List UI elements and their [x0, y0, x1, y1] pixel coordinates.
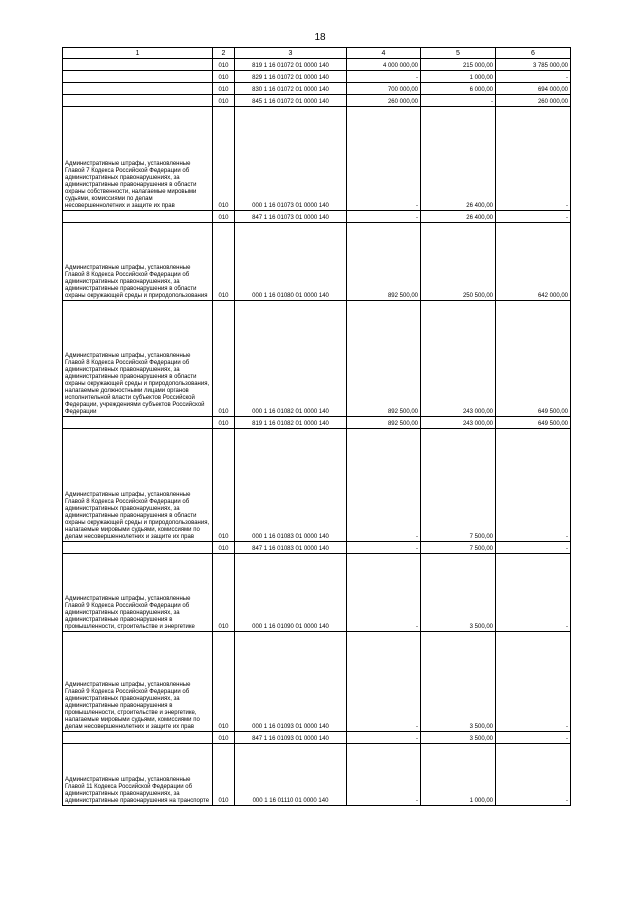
row-executed-value: 3 500,00	[421, 554, 496, 632]
row-budget-code: 000 1 16 01082 01 0000 140	[235, 301, 347, 417]
table-row	[63, 732, 571, 744]
row-description	[63, 542, 213, 554]
table-row	[63, 554, 571, 632]
row-line-code: 010	[213, 542, 235, 554]
table-row	[63, 301, 571, 417]
table-row	[63, 417, 571, 429]
row-budget-code: 847 1 16 01093 01 0000 140	[235, 732, 347, 744]
table-row	[63, 71, 571, 83]
row-budget-code: 000 1 16 01093 01 0000 140	[235, 632, 347, 732]
row-unexecuted-value: 642 000,00	[496, 223, 571, 301]
column-header: 3	[235, 48, 347, 59]
row-budget-code: 845 1 16 01072 01 0000 140	[235, 95, 347, 107]
row-description: Административные штрафы, установленные Главой 11 Кодекса Российской Федерации об административных правонарушениях, за административные правонарушения на транспорте	[63, 744, 213, 806]
row-approved-value: -	[347, 554, 421, 632]
table-row	[63, 744, 571, 806]
header-row	[63, 48, 571, 59]
table-row	[63, 83, 571, 95]
row-budget-code: 847 1 16 01083 01 0000 140	[235, 542, 347, 554]
row-approved-value: 700 000,00	[347, 83, 421, 95]
table-row	[63, 211, 571, 223]
row-unexecuted-value: 649 500,00	[496, 301, 571, 417]
row-executed-value: 1 000,00	[421, 744, 496, 806]
row-description: Административные штрафы, установленные Главой 9 Кодекса Российской Федерации об административных правонарушениях, за административные правонарушения в промышленности, строительстве и энергетике, налагаемые мировыми судьями, комиссиями по делам несовершеннолетних и защите их прав	[63, 632, 213, 732]
table-row	[63, 95, 571, 107]
row-description: Административные штрафы, установленные Главой 7 Кодекса Российской Федерации об административных правонарушениях, за административные правонарушения в области охраны собственности, налагаемые мировыми судьями, комиссиями по делам несовершеннолетних и защите их прав	[63, 107, 213, 211]
table-row	[63, 632, 571, 732]
row-budget-code: 000 1 16 01080 01 0000 140	[235, 223, 347, 301]
row-budget-code: 830 1 16 01072 01 0000 140	[235, 83, 347, 95]
row-executed-value: 250 500,00	[421, 223, 496, 301]
row-description	[63, 95, 213, 107]
column-header: 1	[63, 48, 213, 59]
row-description: Административные штрафы, установленные Главой 8 Кодекса Российской Федерации об административных правонарушениях, за административные правонарушения в области охраны окружающей среды и природопользования, налагаемые мировыми судьями, комиссиями по делам несовершеннолетних и защите их прав	[63, 429, 213, 542]
row-executed-value: 243 000,00	[421, 301, 496, 417]
row-unexecuted-value: 260 000,00	[496, 95, 571, 107]
row-budget-code: 000 1 16 01073 01 0000 140	[235, 107, 347, 211]
row-line-code: 010	[213, 301, 235, 417]
row-approved-value: -	[347, 429, 421, 542]
row-description	[63, 71, 213, 83]
row-line-code: 010	[213, 59, 235, 71]
row-unexecuted-value: -	[496, 211, 571, 223]
row-unexecuted-value: -	[496, 632, 571, 732]
row-executed-value: 26 400,00	[421, 107, 496, 211]
column-header: 2	[213, 48, 235, 59]
row-description	[63, 83, 213, 95]
row-approved-value: -	[347, 744, 421, 806]
column-header: 5	[421, 48, 496, 59]
row-line-code: 010	[213, 107, 235, 211]
row-description	[63, 211, 213, 223]
row-unexecuted-value: -	[496, 107, 571, 211]
table-row	[63, 223, 571, 301]
row-approved-value: -	[347, 107, 421, 211]
row-budget-code: 000 1 16 01083 01 0000 140	[235, 429, 347, 542]
row-unexecuted-value: 694 000,00	[496, 83, 571, 95]
row-budget-code: 000 1 16 01090 01 0000 140	[235, 554, 347, 632]
row-line-code: 010	[213, 632, 235, 732]
budget-table	[62, 47, 571, 806]
row-unexecuted-value: -	[496, 542, 571, 554]
row-executed-value: 243 000,00	[421, 417, 496, 429]
table-row	[63, 59, 571, 71]
row-unexecuted-value: -	[496, 744, 571, 806]
row-description: Административные штрафы, установленные Главой 8 Кодекса Российской Федерации об административных правонарушениях, за административные правонарушения в области охраны окружающей среды и природопользования, налагаемые должностными лицами органов исполнительной власти субъектов Российской Федерации, учреждениями субъектов Российской Федерации	[63, 301, 213, 417]
row-line-code: 010	[213, 211, 235, 223]
row-approved-value: -	[347, 632, 421, 732]
row-approved-value: -	[347, 542, 421, 554]
row-line-code: 010	[213, 417, 235, 429]
row-approved-value: -	[347, 732, 421, 744]
column-header: 6	[496, 48, 571, 59]
row-executed-value: 3 500,00	[421, 632, 496, 732]
row-executed-value: 26 400,00	[421, 211, 496, 223]
row-approved-value: 892 500,00	[347, 417, 421, 429]
row-line-code: 010	[213, 95, 235, 107]
row-unexecuted-value: 649 500,00	[496, 417, 571, 429]
row-budget-code: 847 1 16 01073 01 0000 140	[235, 211, 347, 223]
table-row	[63, 429, 571, 542]
row-line-code: 010	[213, 223, 235, 301]
row-line-code: 010	[213, 83, 235, 95]
row-line-code: 010	[213, 554, 235, 632]
row-executed-value: 1 000,00	[421, 71, 496, 83]
row-approved-value: 892 500,00	[347, 223, 421, 301]
row-approved-value: 260 000,00	[347, 95, 421, 107]
row-unexecuted-value: -	[496, 554, 571, 632]
row-line-code: 010	[213, 732, 235, 744]
row-line-code: 010	[213, 71, 235, 83]
row-unexecuted-value: -	[496, 429, 571, 542]
row-description: Административные штрафы, установленные Главой 8 Кодекса Российской Федерации об административных правонарушениях, за административные правонарушения в области охраны окружающей среды и природопользования	[63, 223, 213, 301]
row-executed-value: 6 000,00	[421, 83, 496, 95]
row-budget-code: 819 1 16 01082 01 0000 140	[235, 417, 347, 429]
row-description	[63, 417, 213, 429]
row-line-code: 010	[213, 744, 235, 806]
row-executed-value: 7 500,00	[421, 429, 496, 542]
row-approved-value: 4 000 000,00	[347, 59, 421, 71]
table-row	[63, 107, 571, 211]
row-description	[63, 732, 213, 744]
row-approved-value: -	[347, 211, 421, 223]
row-budget-code: 819 1 16 01072 01 0000 140	[235, 59, 347, 71]
row-approved-value: -	[347, 71, 421, 83]
row-description: Административные штрафы, установленные Главой 9 Кодекса Российской Федерации об административных правонарушениях, за административные правонарушения в промышленности, строительстве и энергетике	[63, 554, 213, 632]
row-budget-code: 000 1 16 01110 01 0000 140	[235, 744, 347, 806]
row-executed-value: 3 500,00	[421, 732, 496, 744]
row-unexecuted-value: 3 785 000,00	[496, 59, 571, 71]
row-budget-code: 829 1 16 01072 01 0000 140	[235, 71, 347, 83]
column-header: 4	[347, 48, 421, 59]
row-unexecuted-value: -	[496, 71, 571, 83]
row-executed-value: 215 000,00	[421, 59, 496, 71]
row-executed-value: 7 500,00	[421, 542, 496, 554]
page-number: 18	[314, 32, 326, 43]
row-description	[63, 59, 213, 71]
row-unexecuted-value: -	[496, 732, 571, 744]
table-row	[63, 542, 571, 554]
row-line-code: 010	[213, 429, 235, 542]
row-approved-value: 892 500,00	[347, 301, 421, 417]
row-executed-value: -	[421, 95, 496, 107]
